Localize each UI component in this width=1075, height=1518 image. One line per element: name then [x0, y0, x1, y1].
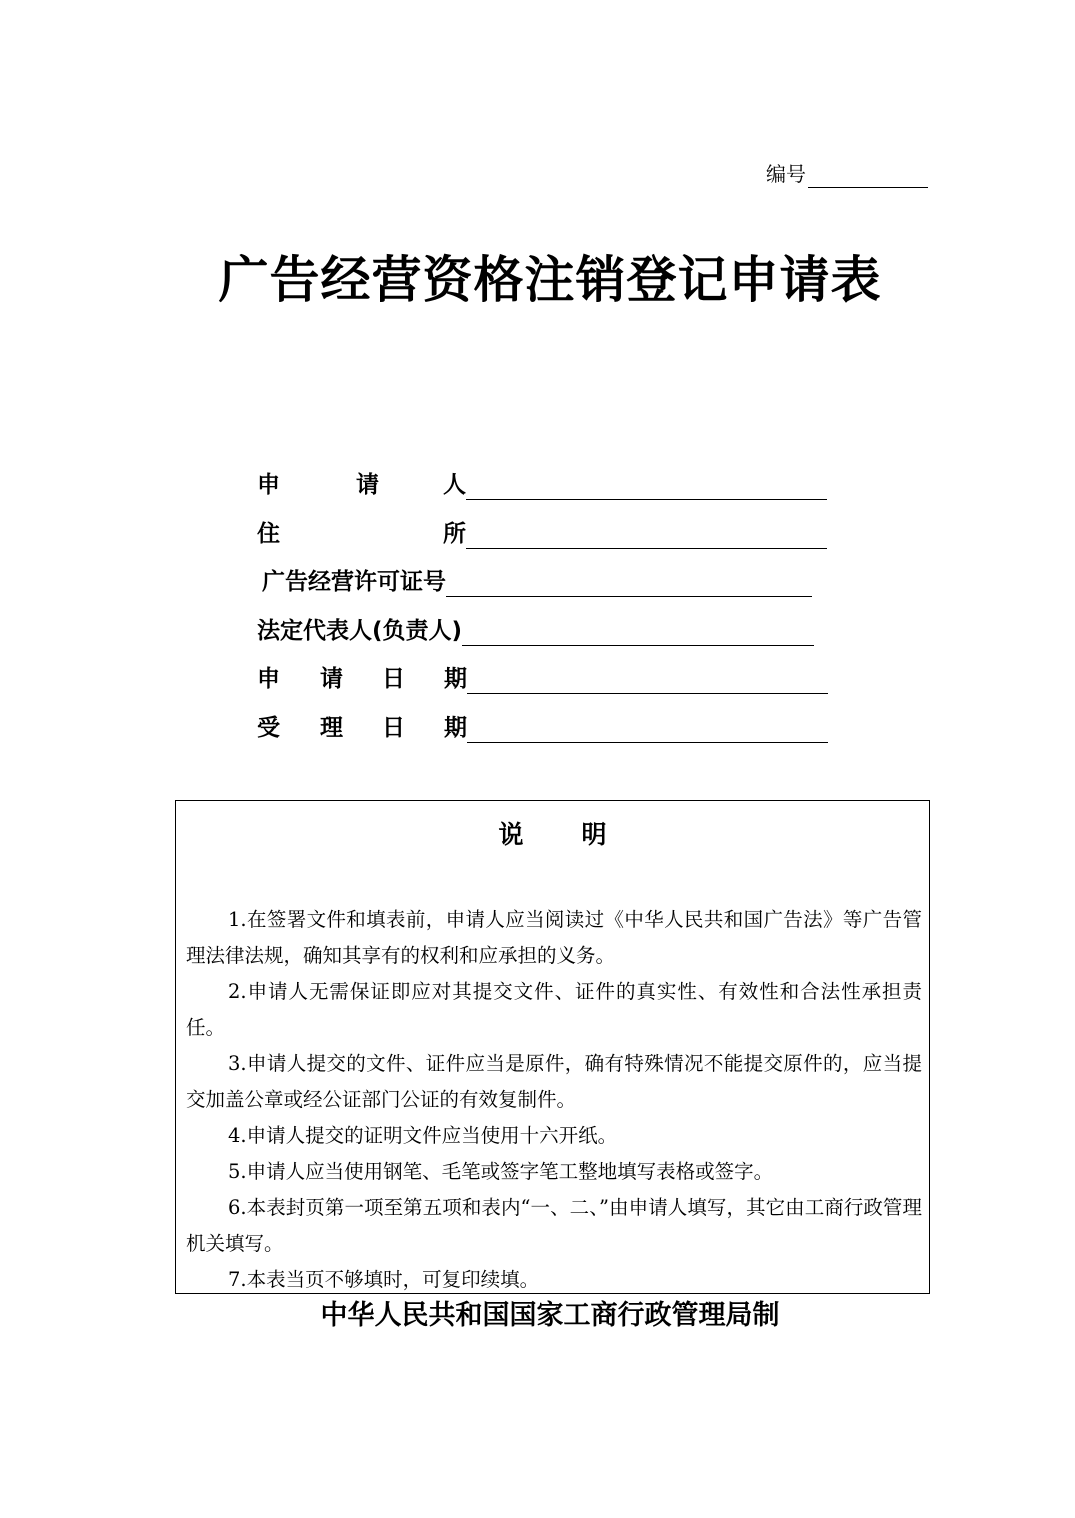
- field-address-char-2: 所: [443, 521, 466, 547]
- field-accept-date-char-2: 理: [320, 715, 343, 741]
- field-legal-rep-label: 法定代表人(负责人): [257, 618, 463, 644]
- field-license-number: [262, 563, 812, 597]
- field-applicant: [257, 466, 827, 500]
- field-applicant-blank[interactable]: [466, 471, 827, 500]
- instructions-title-char-1: 说: [498, 820, 524, 849]
- field-address-char-1: 住: [257, 521, 280, 547]
- field-address-blank[interactable]: [466, 520, 827, 549]
- field-accept-date-blank[interactable]: [467, 714, 828, 743]
- field-applicant-char-1: 申: [257, 472, 280, 498]
- field-license-label: 广告经营许可证号: [262, 569, 446, 595]
- instruction-item: 5.申请人应当使用钢笔、毛笔或签字笔工整地填写表格或签字。: [228, 1160, 774, 1183]
- field-accept-date-char-4: 期: [444, 715, 467, 741]
- field-license-blank[interactable]: [446, 568, 812, 597]
- instructions-box: [175, 800, 930, 1294]
- issuer-footer: 中华人民共和国国家工商行政管理局制: [320, 1300, 780, 1331]
- instruction-item: 4.申请人提交的证明文件应当使用十六开纸。: [228, 1124, 618, 1147]
- instructions-title-char-2: 明: [581, 820, 607, 849]
- instruction-item: 3.申请人提交的文件、证件应当是原件，确有特殊情况不能提交原件的，应当提交加盖公章或经公证部门公证的有效复制件。: [186, 1052, 922, 1111]
- field-apply-date-char-1: 申: [257, 666, 280, 692]
- instruction-item: 7.本表当页不够填时，可复印续填。: [228, 1268, 540, 1291]
- field-application-date: [257, 660, 828, 694]
- field-accept-date-char-3: 日: [382, 715, 405, 741]
- field-legal-representative: [257, 612, 814, 646]
- serial-blank-line[interactable]: [808, 163, 928, 188]
- field-apply-date-char-2: 请: [320, 666, 343, 692]
- field-accept-date-char-1: 受: [257, 715, 280, 741]
- field-apply-date-char-3: 日: [382, 666, 405, 692]
- instruction-item: 2.申请人无需保证即应对其提交文件、证件的真实性、有效性和合法性承担责任。: [186, 980, 922, 1039]
- instruction-item: 6.本表封页第一项至第五项和表内“一、二、”由申请人填写，其它由工商行政管理机关填写。: [186, 1196, 922, 1255]
- field-apply-date-char-4: 期: [444, 666, 467, 692]
- field-applicant-char-3: 人: [443, 472, 466, 498]
- field-address: [257, 515, 827, 549]
- serial-label: 编号: [766, 162, 806, 186]
- serial-number: [766, 160, 928, 188]
- instruction-item: 1.在签署文件和填表前，申请人应当阅读过《中华人民共和国广告法》等广告管理法律法规，确知其享有的权利和应承担的义务。: [186, 908, 922, 967]
- page-title: 广告经营资格注销登记申请表: [218, 251, 882, 309]
- field-acceptance-date: [257, 709, 828, 743]
- field-applicant-char-2: 请: [356, 472, 379, 498]
- field-legal-rep-blank[interactable]: [462, 617, 814, 646]
- instructions-list: [186, 902, 922, 1298]
- instructions-title: [176, 815, 929, 855]
- field-apply-date-blank[interactable]: [467, 665, 828, 694]
